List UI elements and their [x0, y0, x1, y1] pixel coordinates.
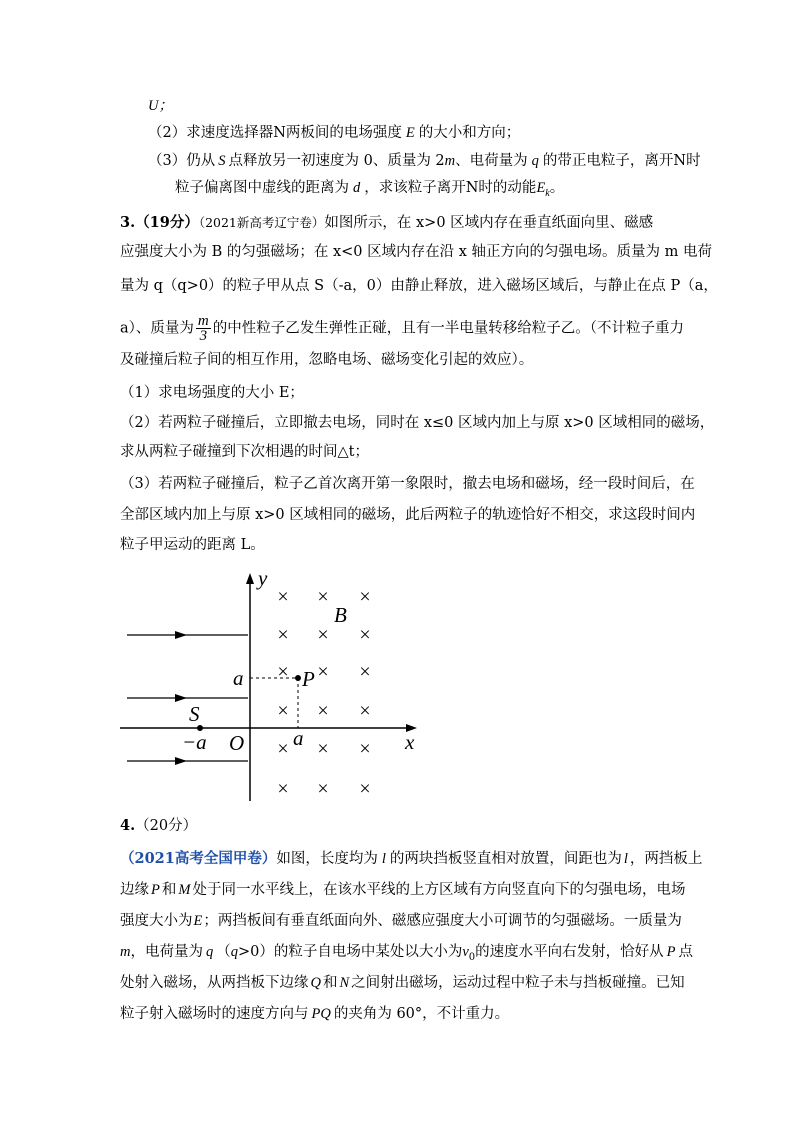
var-q: q: [205, 944, 214, 960]
var-Ek-sub: k: [545, 187, 550, 199]
problem-text: 的夹角为 60°，不计重力。: [333, 1006, 510, 1022]
point-S-label: S: [189, 702, 200, 726]
cross-mark: ×: [317, 700, 329, 722]
problem-text: ，电荷量为: [130, 944, 203, 960]
var-Ek: E: [536, 180, 546, 196]
problem-text: 如图所示，在 x>0 区域内存在垂直纸面向里、磁感: [324, 215, 654, 231]
cross-mark: ×: [277, 700, 289, 722]
q-text: 。: [549, 180, 565, 196]
q-text: 求速度选择器N两板间的电场强度: [186, 125, 402, 141]
cross-mark: ×: [359, 661, 371, 683]
q-text: 的大小和方向；: [418, 125, 521, 141]
q-text: 粒子偏离图中虚线的距离为: [175, 180, 349, 196]
prev-question-2: [148, 123, 520, 143]
var-S: S: [218, 153, 226, 169]
problem-number: 3.: [120, 214, 136, 231]
var-l: l: [381, 851, 386, 867]
q-text: 的带正电粒子，离开N时: [542, 153, 701, 169]
problem-text: 应强度大小为 B 的匀强磁场；在 x<0 区域内存在沿 x 轴正方向的匀强电场。质量为 m 电荷: [120, 244, 713, 260]
problem-4-line-6: [120, 1004, 509, 1024]
problem-text: 的两块挡板竖直相对放置，间距也为: [389, 851, 622, 867]
question-text: （3）若两粒子碰撞后，粒子乙首次离开第一象限时，撤去电场和磁场，经一段时间后，在: [120, 476, 695, 492]
var-Q: Q: [310, 975, 321, 991]
var-P: P: [666, 944, 676, 960]
point-P-dot: [295, 675, 301, 681]
label-neg-a: −a: [182, 730, 207, 754]
origin-label: O: [229, 731, 245, 755]
problem-text: 的速度水平向右发射，恰好从: [475, 944, 664, 960]
problem-4-header: [120, 816, 197, 836]
problem-score: （19分）: [135, 214, 199, 231]
var-q: q: [531, 153, 539, 169]
problem-text: 及碰撞后粒子间的相互作用，忽略电场、磁场变化引起的效应）。: [120, 352, 534, 368]
var-d: d: [353, 180, 361, 196]
q-num: （3）: [148, 153, 187, 169]
cross-mark: ×: [317, 778, 329, 800]
var-v0-sub: 0: [468, 951, 476, 963]
problem-score: （20分）: [135, 818, 198, 834]
problem-3-line-4: [120, 314, 684, 343]
y-axis-arrow: [246, 573, 254, 584]
question-text: （1）求电场强度的大小 E；: [120, 385, 304, 401]
cross-mark: ×: [277, 586, 289, 608]
problem-3-question-3-line-3: [120, 535, 265, 555]
problem-text: 粒子射入磁场时的速度方向与: [120, 1006, 309, 1022]
prev-tail-text: U；: [148, 98, 173, 114]
x-axis-label: x: [405, 730, 415, 754]
cross-mark: ×: [359, 586, 371, 608]
problem-4-line-3: [120, 911, 682, 931]
var-E: E: [405, 125, 415, 141]
problem-text: 之间射出磁场，运动过程中粒子未与挡板碰撞。已知: [351, 975, 685, 991]
q-text: ，求该粒子离开N时的动能: [364, 180, 537, 196]
label-a-x-axis: a: [293, 726, 304, 750]
var-l: l: [623, 851, 628, 867]
cross-mark: ×: [359, 700, 371, 722]
problem-4-line-2: [120, 880, 685, 900]
problem-text: 边缘: [120, 882, 149, 898]
question-text: 求从两粒子碰撞到下次相遇的时间△t；: [120, 444, 369, 460]
question-text: 全部区域内加上与原 x>0 区域相同的磁场，此后两粒子的轨迹恰好不相交，求这段时间内: [120, 507, 696, 523]
problem-number: 4.: [120, 817, 136, 834]
field-line-arrow: [175, 757, 187, 765]
problem-text: 和: [322, 975, 338, 991]
fraction-denominator: 3: [199, 328, 208, 344]
problem-4-line-4: [120, 942, 693, 968]
problem-text: 的中性粒子乙发生弹性正碰，且有一半电量转移给粒子乙。（不计粒子重力: [212, 320, 684, 337]
problem-3-question-3-line-2: [120, 505, 695, 525]
field-line-arrow: [175, 694, 187, 702]
field-B-label: B: [334, 603, 347, 627]
problem-text: 处于同一水平线上，在该水平线的上方区域有方向竖直向下的匀强电场，电场: [192, 882, 686, 898]
problem-text: （: [216, 944, 231, 960]
var-E: E: [193, 913, 203, 929]
problem-4-line-1: [120, 849, 702, 869]
label-a-y-axis: a: [233, 666, 244, 690]
problem-3-line-3: [120, 276, 718, 296]
cross-mark: ×: [277, 738, 289, 760]
problem-3-line-2: [120, 242, 712, 262]
problem-3-question-2-line-2: [120, 442, 369, 462]
problem-text: ；两挡板间有垂直纸面向外、磁感应强度大小可调节的匀强磁场。一质量为: [203, 913, 682, 929]
var-M: M: [178, 882, 191, 898]
cross-mark: ×: [359, 738, 371, 760]
problem-3-question-3-line-1: [120, 474, 695, 494]
fraction-numerator: m: [197, 313, 209, 329]
var-P: P: [151, 882, 160, 898]
problem-text: 强度大小为: [120, 913, 193, 929]
problem-text: ，两挡板上: [629, 851, 703, 867]
fraction-m-over-3: [196, 314, 211, 343]
q-num: （2）: [148, 125, 187, 141]
var-PQ: PQ: [311, 1006, 331, 1022]
q-text: 点释放另一初速度为 0、质量为 2: [228, 153, 445, 169]
cross-mark: ×: [277, 661, 289, 683]
problem-text: 如图，长度均为: [276, 851, 378, 867]
magnetic-field-crosses: [277, 586, 370, 800]
var-m: m: [120, 944, 131, 960]
var-N: N: [339, 975, 350, 991]
q-text: 、电荷量为: [455, 153, 528, 169]
cross-mark: ×: [277, 778, 289, 800]
problem-3-line-5: [120, 350, 533, 370]
problem-text: a）、质量为: [120, 320, 194, 337]
problem-source: （2021高考全国甲卷）: [120, 850, 277, 867]
problem-3-question-1: [120, 383, 304, 403]
var-q: q: [230, 944, 238, 960]
cross-mark: ×: [359, 778, 371, 800]
field-diagram: [115, 565, 425, 805]
cross-mark: ×: [359, 624, 371, 646]
var-m: m: [444, 153, 456, 169]
problem-4-line-5: [120, 973, 685, 993]
cross-mark: ×: [317, 624, 329, 646]
y-axis-label: y: [258, 566, 268, 590]
cross-mark: ×: [317, 661, 329, 683]
point-P-label: P: [302, 667, 315, 691]
field-line-arrow: [175, 631, 187, 639]
problem-3-question-2-line-1: [120, 413, 714, 433]
prev-question-3: [148, 151, 701, 171]
problem-text: 处射入磁场，从两挡板下边缘: [120, 975, 309, 991]
cross-mark: ×: [317, 586, 329, 608]
problem-text: 量为 q（q>0）的粒子甲从点 S（-a，0）由静止释放，进入磁场区域后，与静止在点 P（a，: [120, 278, 718, 294]
problem-text: >0）的粒子自电场中某处以大小为: [237, 944, 463, 960]
q-text: 仍从: [186, 153, 216, 169]
problem-3-line-1: [120, 213, 653, 233]
question-text: （2）若两粒子碰撞后，立即撤去电场，同时在 x≤0 区域内加上与原 x>0 区域相同的磁场，: [120, 415, 715, 431]
cross-mark: ×: [277, 624, 289, 646]
prev-problem-tail: [148, 96, 173, 116]
var-v0: v: [462, 944, 469, 960]
question-text: 粒子甲运动的距离 L。: [120, 537, 265, 553]
cross-mark: ×: [317, 738, 329, 760]
problem-text: 和: [161, 882, 177, 898]
prev-question-3-line2: [175, 178, 564, 204]
problem-text: 点: [678, 944, 694, 960]
problem-source: （2021新高考辽宁卷）: [198, 215, 325, 230]
